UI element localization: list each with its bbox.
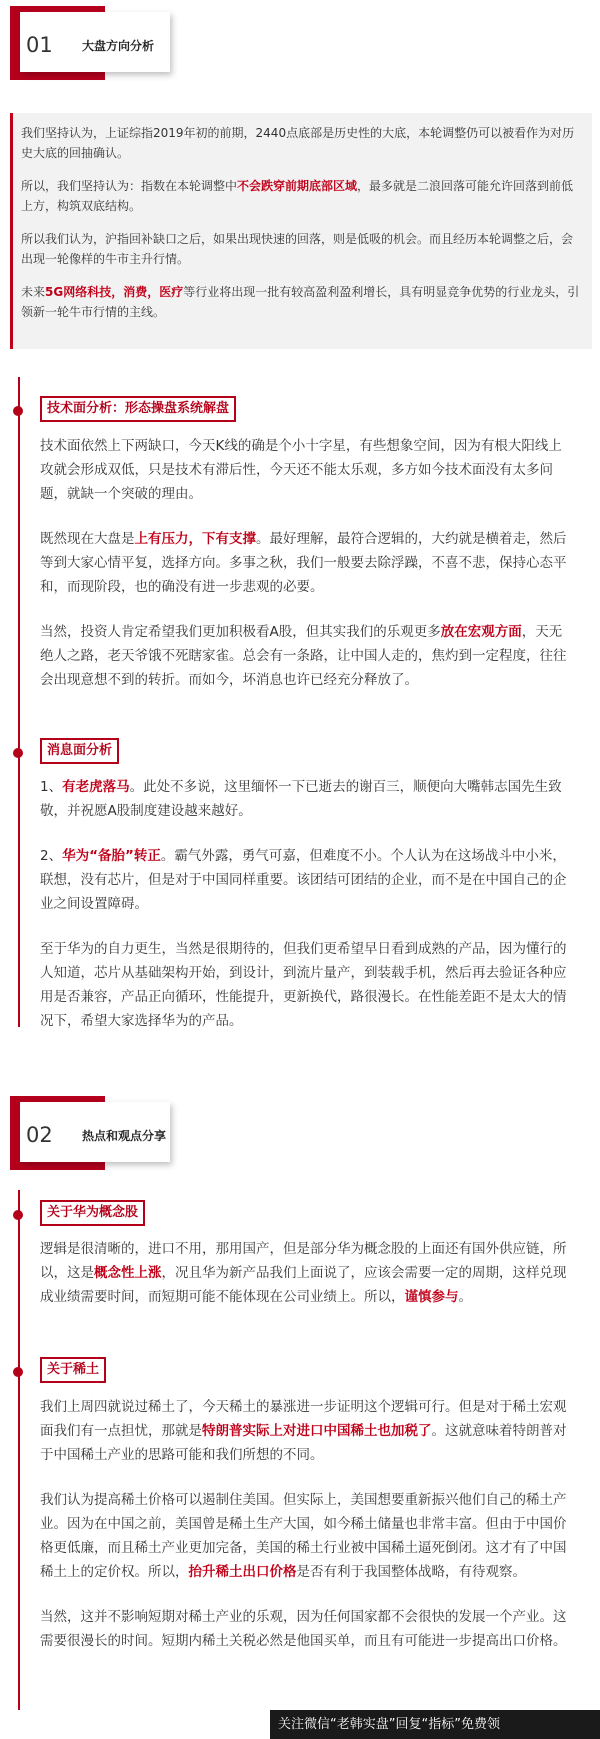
huawei-concept-label: 关于华为概念股 (40, 1200, 145, 1226)
news-paragraph-3: 至于华为的自力更生，当然是很期待的，但我们更希望早日看到成熟的产品，因为懂行的人知道，芯片从基础架构开始，到设计，到流片量产，到装载手机，然后再去验证各种应用是否兼容，产品正向循环，性能提升，更新换代，路很漫长。在性能差距不是太大的情况下，希望大家选择华为的产品。 (40, 941, 567, 1029)
timeline-dot (13, 748, 23, 758)
huawei-paragraph-1: 逻辑是很清晰的，进口不用，那用国产，但是部分华为概念股的上面还有国外供应链，所以，这是概念性上涨，况且华为新产品我们上面说了，应该会需要一定的周期，这样兑现成业绩需要时间，而短期可能不能体现在公司业绩上。所以，谨慎参与。 (40, 1241, 567, 1305)
timeline-dot (13, 1367, 23, 1377)
section-title: 大盘方向分析 (82, 39, 155, 53)
rare-paragraph-2: 我们认为提高稀土价格可以遏制住美国。但实际上，美国想要重新振兴他们自己的稀土产业。因为在中国之前，美国曾是稀土生产大国，如今稀土储量也非常丰富。但由于中国价格更低廉，而且稀土产业更加完备，美国的稀土行业被中国稀土逼死倒闭。这才有了中国稀土上的定价权。所以，抬升稀土出口价格是否有利于我国整体战略，有待观察。 (40, 1492, 567, 1580)
huawei-concept-section (40, 1237, 570, 1330)
tech-paragraph-2: 既然现在大盘是上有压力，下有支撑。最好理解，最符合逻辑的，大约就是横着走，然后等到大家心情平复，选择方向。多事之秋，我们一般要去除浮躁，不喜不悲，保持心态平和，而现阶段，也的确没有进一步悲观的必要。 (40, 531, 567, 595)
news-paragraph-1: 1、有老虎落马。此处不多说，这里缅怀一下已逝去的谢百三，顺便向大嘴韩志国先生致敬，并祝愿A股制度建设越来越好。 (40, 779, 562, 819)
news-paragraph-2: 2、华为“备胎”转正。霸气外露，勇气可嘉，但难度不小。个人认为在这场战斗中小米，联想，没有芯片，但是对于中国同样重要。该团结可团结的企业，而不是在中国自己的企业之间设置障碍。 (40, 848, 567, 912)
news-analysis-label: 消息面分析 (40, 738, 119, 764)
rare-paragraph-3: 当然，这并不影响短期对稀土产业的乐观，因为任何国家都不会很快的发展一个产业。这需要很漫长的时间。短期内稀土关税必然是他国买单，而且有可能进一步提高出口价格。 (40, 1609, 567, 1649)
tech-paragraph-3: 当然，投资人肯定希望我们更加积极看A股，但其实我们的乐观更多放在宏观方面，天无绝人之路，老天爷饿不死瞎家雀。总会有一条路，让中国人走的，焦灼到一定程度，往往会出现意想不到的转折。而如今，坏消息也许已经充分释放了。 (40, 624, 567, 688)
rare-paragraph-1: 我们上周四就说过稀土了，今天稀土的暴涨进一步证明这个逻辑可行。但是对于稀土宏观面我们有一点担忧，那就是特朗普实际上对进口中国稀土也加税了。这就意味着特朗普对于中国稀土产业的思路可能和我们所想的不同。 (40, 1399, 567, 1463)
section-number: 02 (26, 1123, 53, 1147)
tech-paragraph-1: 技术面依然上下两缺口，今天K线的确是个小十字星，有些想象空间，因为有根大阳线上攻就会形成双低，只是技术有滞后性，今天还不能太乐观，多方如今技术面没有太多问题，就缺一个突破的理由。 (40, 438, 562, 502)
section-header-1 (0, 0, 600, 88)
timeline-line (18, 377, 20, 1027)
rare-earth-section (40, 1395, 570, 1674)
tech-analysis-section (40, 434, 570, 713)
news-analysis-section (40, 775, 570, 1054)
section-number: 01 (26, 33, 53, 57)
timeline-dot (13, 1210, 23, 1220)
intro-paragraph-1: 我们坚持认为，上证综指2019年初的前期，2440点底部是历史性的大底，本轮调整仍可以被看作为对历史大底的回抽确认。 (21, 126, 575, 160)
timeline-dot (13, 406, 23, 416)
intro-paragraph-3: 所以我们认为，沪指回补缺口之后，如果出现快速的回落，则是低吸的机会。而且经历本轮调整之后，会出现一轮像样的牛市主升行情。 (21, 232, 574, 266)
section-header-2 (0, 1090, 600, 1178)
intro-box (10, 113, 592, 349)
intro-paragraph-2: 所以，我们坚持认为：指数在本轮调整中不会跌穿前期底部区域，最多就是二浪回落可能允许回落到前低上方，构筑双底结构。 (21, 179, 574, 213)
timeline-line (18, 1190, 20, 1710)
rare-earth-label: 关于稀土 (40, 1357, 106, 1383)
tech-analysis-label: 技术面分析：形态操盘系统解盘 (40, 396, 236, 422)
section-title: 热点和观点分享 (82, 1129, 167, 1143)
intro-paragraph-4: 未来5G网络科技，消费，医疗等行业将出现一批有较高盈利盈利增长，具有明显竞争优势的行业龙头，引领新一轮牛市行情的主线。 (21, 285, 580, 319)
footer-banner: 关注微信“老韩实盘”回复“指标”免费领 (270, 1710, 600, 1739)
